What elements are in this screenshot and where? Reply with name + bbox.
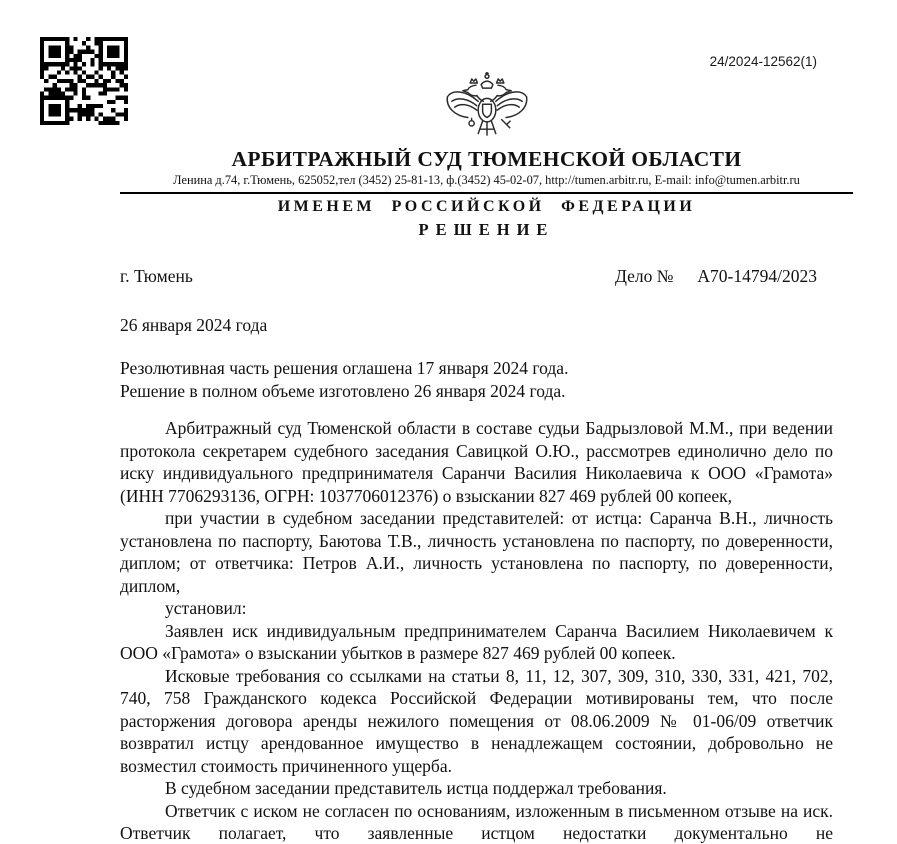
coat-of-arms-icon [443, 72, 531, 138]
case-number-label: Дело № [614, 266, 674, 286]
qr-code-icon [40, 37, 128, 125]
case-header-row [120, 265, 833, 287]
decision-heading: РЕШЕНИЕ [418, 220, 555, 239]
resolutive-block [120, 357, 833, 403]
court-address-line: Ленина д.74, г.Тюмень, 625052,тел (3452) 25-81-13, ф.(3452) 45-02-07, http://tumen.arbitr.ru, E-mail: info@tumen.arbitr.ru [173, 173, 800, 187]
decision-date: 26 января 2024 года [120, 315, 268, 335]
document-body [120, 417, 833, 844]
body-paragraph: Исковые требования со ссылками на статьи 8, 11, 12, 307, 309, 310, 330, 331, 421, 702, 740, 758 Гражданского кодекса Российской Федерации мотивированы тем, что после расторжения договора аренды нежилого помещения от 08.06.2009 № 01-06/09 ответчик возвратил истцу арендованное имущество в ненадлежащем состоянии, добровольно не возместил стоимость причиненного ущерба. [120, 665, 833, 776]
resolutive-announced-line: Резолютивная часть решения оглашена 17 января 2024 года. [120, 358, 569, 378]
letterhead-divider [120, 192, 853, 194]
resolutive-full-text-line: Решение в полном объеме изготовлено 26 января 2024 года. [120, 381, 566, 401]
document-content [120, 265, 833, 844]
body-paragraph: В судебном заседании представитель истца поддержал требования. [165, 778, 667, 798]
letterhead [120, 0, 853, 240]
city-label: г. Тюмень [120, 266, 193, 286]
court-name: АРБИТРАЖНЫЙ СУД ТЮМЕНСКОЙ ОБЛАСТИ [231, 147, 742, 171]
case-number-value: А70-14794/2023 [697, 266, 817, 286]
document-number: 24/2024-12562(1) [709, 54, 817, 69]
body-paragraph: Ответчик с иском не согласен по основаниям, изложенным в письменном отзыве на иск. Ответчик полагает, что заявленные истцом недостатки документально не [120, 800, 833, 843]
body-paragraph: Арбитражный суд Тюменской области в составе судьи Бадрызловой М.М., при ведении протокола секретарем судебного заседания Савицкой О.Ю., рассмотрев единолично дело по иску индивидуального предпринимателя Саранчи Василия Николаевича к ООО «Грамота» (ИНН 7706293136, ОГРН: 1037706012376) о взыскании 827 469 рублей 00 копеек, [120, 418, 833, 506]
body-paragraph: при участии в судебном заседании представителей: от истца: Саранча В.Н., личность установлена по паспорту, Баютова Т.В., личность установлена по паспорту, по доверенности, диплом; от ответчика: Петров А.И., личность установлена по паспорту, по доверенности, диплом, [120, 508, 833, 596]
case-number-group [615, 265, 817, 287]
in-the-name-line: ИМЕНЕМ РОССИЙСКОЙ ФЕДЕРАЦИИ [277, 198, 696, 215]
body-paragraph: установил: [165, 598, 247, 618]
body-paragraph: Заявлен иск индивидуальным предпринимателем Саранча Василием Николаевичем к ООО «Грамота» о взыскании убытков в размере 827 469 рублей 00 копеек. [120, 620, 833, 663]
